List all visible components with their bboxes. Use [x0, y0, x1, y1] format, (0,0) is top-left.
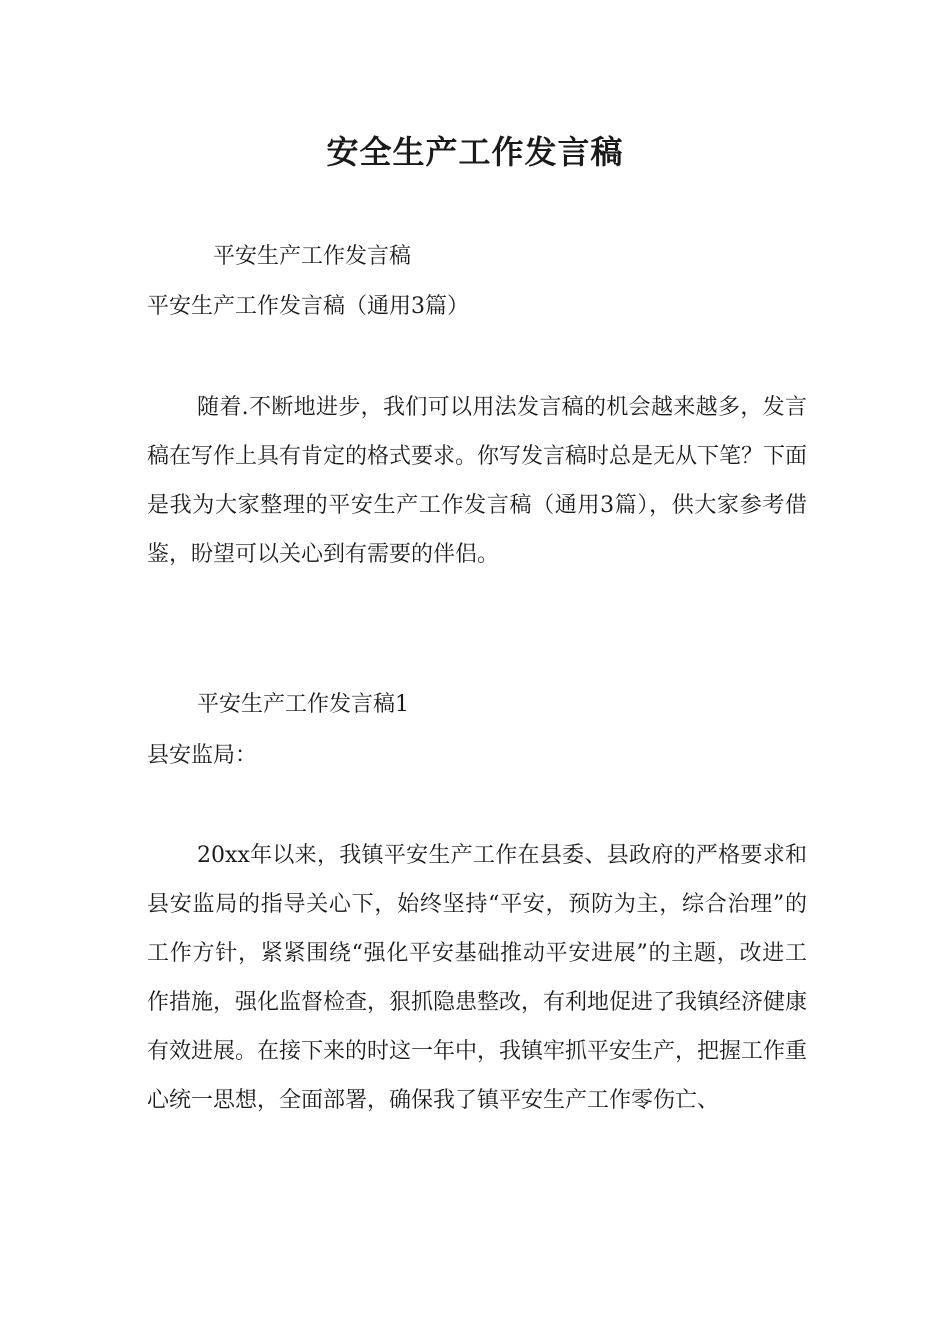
document-title: 安全生产工作发言稿 — [326, 133, 624, 171]
section-heading: 平安生产工作发言稿1 — [197, 692, 409, 717]
intro-paragraph: 随着.不断地进步，我们可以用法发言稿的机会越来越多，发言稿在写作上具有肯定的格式要求。你写发言稿时总是无从下笔？下面是我为大家整理的平安生产工作发言稿（通用3篇），供大家参考借鉴，盼望可以关心到有需要的伴侣。 — [147, 395, 808, 567]
subtitle-full: 平安生产工作发言稿（通用3篇） — [147, 294, 469, 319]
body-paragraph: 20xx年以来，我镇平安生产工作在县委、县政府的严格要求和县安监局的指导关心下，始终坚持“平安，预防为主，综合治理”的工作方针，紧紧围绕“强化平安基础推动平安进展”的主题，改进工作措施，强化监督检查，狠抓隐患整改，有利地促进了我镇经济健康有效进展。在接下来的时这一年中，我镇牢抓平安生产，把握工作重心统一思想，全面部署，确保我了镇平安生产工作零伤亡、 — [147, 843, 808, 1113]
subtitle: 平安生产工作发言稿 — [213, 244, 412, 269]
salutation: 县安监局： — [147, 743, 258, 768]
